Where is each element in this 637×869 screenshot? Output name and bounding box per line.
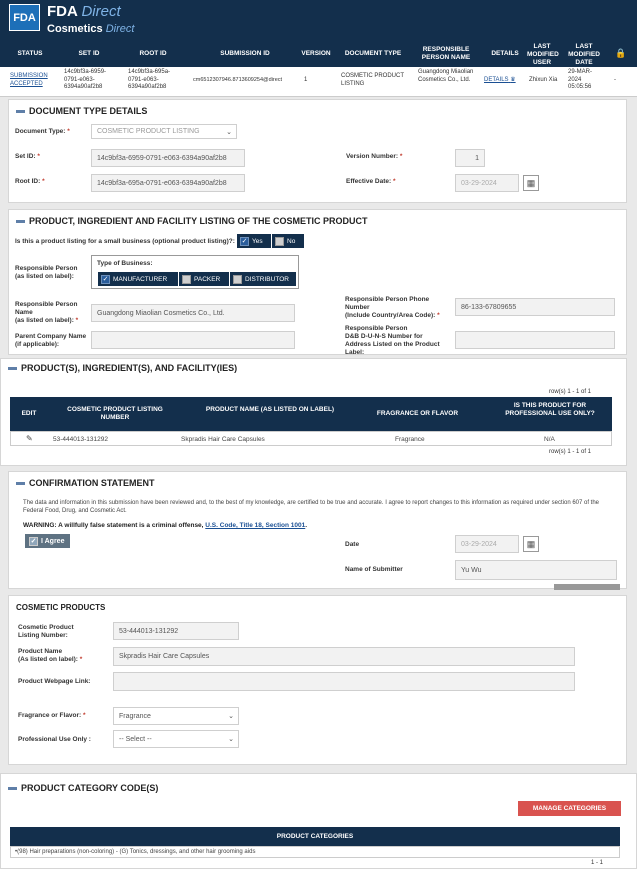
effective-date-field[interactable]: 03-29-2024 <box>455 174 519 192</box>
duns-label: Responsible Person D&B D-U-N-S Number for Address Listed on the Product Label: <box>345 325 440 356</box>
packer-option[interactable]: PACKER <box>179 272 229 286</box>
col-edit: EDIT <box>21 410 37 417</box>
cosmetic-products-title: COSMETIC PRODUCTS <box>16 603 106 612</box>
brand-subtitle: Cosmetics Direct <box>47 23 135 35</box>
root-id-cell: 14c9bf3a-695a-0791-e063-6394a90af2b8 <box>128 69 171 90</box>
fragrance-cell: Fragrance <box>395 436 425 443</box>
checkbox-icon <box>275 237 284 246</box>
confirmation-title: CONFIRMATION STATEMENT <box>16 478 155 488</box>
confirmation-text: The data and information in this submission have been reviewed and, to the best of my knowledge, are certified to be true and accurate. I agree to report changes to this information as required under section 607 of the Federal Food, Drug, and Cosmetic Act. <box>23 500 600 514</box>
product-listing-title: PRODUCT, INGREDIENT AND FACILITY LISTING OF THE COSMETIC PRODUCT <box>16 216 368 226</box>
chevron-down-icon: ⌄ <box>228 736 234 743</box>
last-user-cell: Zhixun Xia <box>529 77 558 83</box>
phone-field[interactable]: 86-133-67809655 <box>455 298 615 316</box>
root-id-field[interactable]: 14c9bf3a-695a-0791-e063-6394a90af2b8 <box>91 174 245 192</box>
last-date-cell: 29-MAR-2024 05:05:56 <box>568 69 593 90</box>
listing-number-field[interactable]: 53-444013-131292 <box>113 622 239 640</box>
submission-table-header <box>0 40 637 67</box>
categories-title: PRODUCT CATEGORY CODE(S) <box>8 783 158 793</box>
lock-icon: 🔒 <box>615 48 627 58</box>
confirmation-card <box>8 471 627 589</box>
list-item: • (98) Hair preparations (non-coloring) - (G) Tonics, dressings, and other hair grooming aids <box>10 846 620 858</box>
version-label: Version Number: * <box>346 153 403 160</box>
product-name-field[interactable]: Skpradis Hair Care Capsules <box>113 647 575 666</box>
parent-company-label: Parent Company Name (if applicable): <box>15 333 87 348</box>
chevron-down-icon: ⌄ <box>228 713 234 720</box>
app-header <box>0 0 637 40</box>
manufacturer-option[interactable]: ✓ MANUFACTURER <box>98 272 178 286</box>
checkbox-icon <box>182 275 191 284</box>
col-document-type: DOCUMENT TYPE <box>344 50 402 57</box>
fragrance-select[interactable] <box>113 707 239 725</box>
us-code-link[interactable]: U.S. Code, Title 18, Section 1001 <box>205 522 306 529</box>
professional-select[interactable] <box>113 730 239 748</box>
rp-label: Responsible Person (as listed on label): <box>15 265 78 280</box>
agree-button[interactable]: ✓ I Agree <box>25 534 70 548</box>
small-business-yes[interactable]: ✓ Yes <box>237 234 271 248</box>
calendar-icon[interactable]: ▦ <box>523 536 539 552</box>
calendar-icon[interactable]: ▦ <box>523 175 539 191</box>
col-listing-number: COSMETIC PRODUCT LISTING NUMBER <box>67 406 163 421</box>
document-type-label: Document Type: * <box>15 128 70 135</box>
product-listing-card <box>8 209 627 355</box>
categories-card <box>0 773 637 869</box>
document-type-select[interactable] <box>91 124 237 139</box>
col-product-name: PRODUCT NAME (AS LISTED ON LABEL) <box>205 406 335 413</box>
col-fragrance: FRAGRANCE OR FLAVOR <box>376 410 459 417</box>
col-responsible-person: RESPONSIBLE PERSON NAME <box>421 46 471 61</box>
submitter-field[interactable]: Yu Wu <box>455 560 617 580</box>
product-name-cell: Skpradis Hair Care Capsules <box>181 436 265 443</box>
webpage-field[interactable] <box>113 672 575 691</box>
manage-categories-button[interactable]: MANAGE CATEGORIES <box>518 801 621 816</box>
document-type-value: COSMETIC PRODUCT LISTING <box>97 128 200 135</box>
professional-value: -- Select -- <box>119 735 152 743</box>
col-root-id: ROOT ID <box>139 50 167 57</box>
rp-name-field[interactable]: Guangdong Miaolian Cosmetics Co., Ltd. <box>91 304 295 322</box>
submission-id-cell: cm6512307946.8713609254@direct <box>193 77 283 83</box>
edit-icon[interactable]: ✎ <box>26 434 33 443</box>
product-name-label: Product Name (As listed on label): * <box>18 648 83 663</box>
listing-number-cell: 53-444013-131292 <box>53 436 108 443</box>
rp-name-label: Responsible Person Name (as listed on label): * <box>15 301 79 324</box>
version-cell: 1 <box>304 77 308 83</box>
categories-pager: 1 - 1 <box>591 860 604 866</box>
set-id-cell: 14c9bf3a-6959-0791-e063-6394a90af2b8 <box>64 69 107 90</box>
products-card <box>0 358 627 466</box>
distributor-option[interactable]: DISTRIBUTOR <box>230 272 296 286</box>
rows-info-bottom: row(s) 1 - 1 of 1 <box>549 449 592 455</box>
document-type-title: DOCUMENT TYPE DETAILS <box>16 106 147 116</box>
professional-cell: N/A <box>544 436 555 443</box>
business-type-box <box>91 255 299 289</box>
checkbox-icon <box>233 275 242 284</box>
fragrance-label: Fragrance or Flavor: * <box>18 712 86 719</box>
check-icon: ✓ <box>241 237 248 245</box>
status-link[interactable]: SUBMISSION ACCEPTED <box>10 73 48 87</box>
submitter-label: Name of Submitter <box>345 566 403 573</box>
col-version: VERSION <box>301 50 331 57</box>
effective-date-label: Effective Date: * <box>346 178 396 185</box>
version-field[interactable]: 1 <box>455 149 485 167</box>
check-icon: ✓ <box>102 275 109 283</box>
details-label: DETAILS <box>484 77 509 83</box>
fda-logo: FDA <box>9 4 40 31</box>
col-last-date: LAST MODIFIED DATE <box>568 43 600 66</box>
phone-label: Responsible Person Phone Number (Include Country/Area Code): * <box>345 296 440 319</box>
set-id-label: Set ID: * <box>15 153 40 160</box>
col-details: DETAILS <box>491 50 519 57</box>
document-type-card <box>8 99 627 203</box>
duns-field[interactable] <box>455 331 615 349</box>
col-submission-id: SUBMISSION ID <box>220 50 270 57</box>
date-field[interactable]: 03-29-2024 <box>455 535 519 553</box>
cosmetic-products-card <box>8 595 627 765</box>
document-type-cell: COSMETIC PRODUCT LISTING <box>341 73 404 87</box>
col-status: STATUS <box>17 50 43 57</box>
products-title: PRODUCT(S), INGREDIENT(S), AND FACILITY(IES) <box>8 363 237 373</box>
set-id-field[interactable]: 14c9bf3a-6959-0791-e063-6394a90af2b8 <box>91 149 245 167</box>
professional-label: Professional Use Only : <box>18 736 91 743</box>
warning-text: WARNING: A willfully false statement is a criminal offense, U.S. Code, Title 18, Section 1001. <box>23 522 308 529</box>
check-icon: ✓ <box>30 537 37 545</box>
listing-number-label: Cosmetic Product Listing Number: <box>18 624 74 639</box>
small-business-no[interactable]: No <box>272 234 304 248</box>
extra-cell: - <box>614 77 616 83</box>
col-set-id: SET ID <box>78 50 100 57</box>
root-id-label: Root ID: * <box>15 178 45 185</box>
submission-row <box>0 67 637 97</box>
type-of-business-label: Type of Business: <box>97 260 153 267</box>
categories-table-header: PRODUCT CATEGORIES <box>10 827 620 846</box>
col-professional: IS THIS PRODUCT FOR PROFESSIONAL USE ONLY? <box>505 402 595 417</box>
details-link[interactable] <box>484 77 516 85</box>
hidden-button-edge <box>554 584 620 590</box>
parent-company-field[interactable] <box>91 331 295 349</box>
chevron-down-icon: ⌄ <box>226 128 232 136</box>
products-table-header <box>10 397 612 431</box>
table-row <box>10 431 612 446</box>
responsible-person-cell: Guangdong Miaolian Cosmetics Co., Ltd. <box>418 69 474 83</box>
webpage-label: Product Webpage Link: <box>18 678 91 685</box>
fragrance-value: Fragrance <box>119 712 151 720</box>
brand-title: FDA Direct <box>47 3 121 20</box>
small-business-label: Is this a product listing for a small business (optional product listing)?: <box>15 238 235 245</box>
date-label: Date <box>345 541 360 548</box>
category-item-text: (98) Hair preparations (non-coloring) - (G) Tonics, dressings, and other hair grooming aids <box>17 849 256 855</box>
rows-info-top: row(s) 1 - 1 of 1 <box>549 389 592 395</box>
bell-icon: ♛ <box>510 77 516 83</box>
col-last-user: LAST MODIFIED USER <box>527 43 559 66</box>
